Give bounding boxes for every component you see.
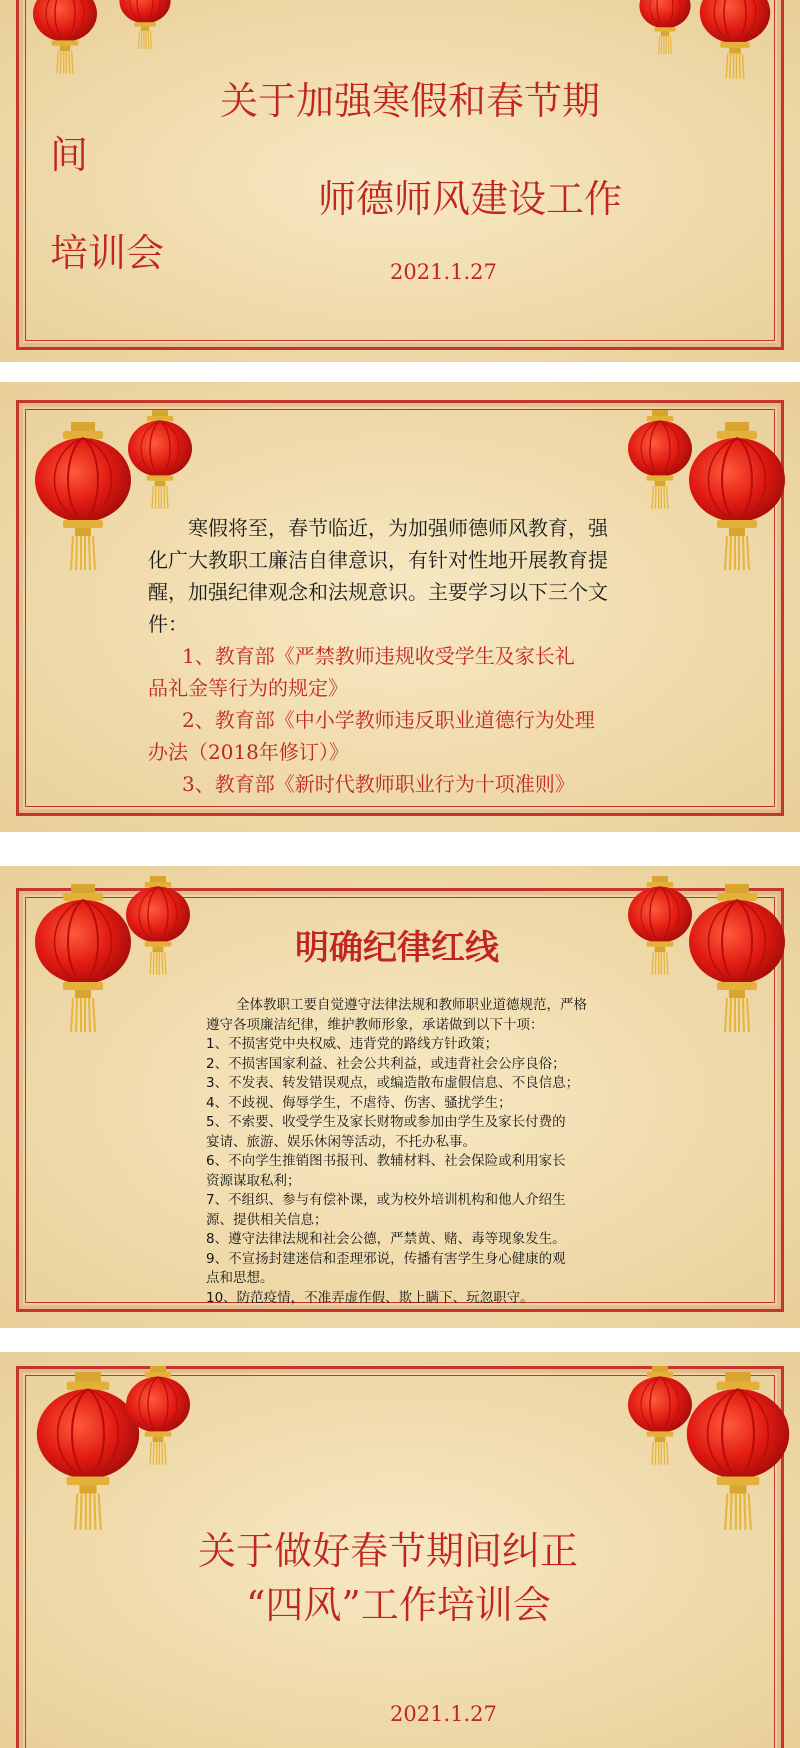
rule-line: 全体教职工要自觉遵守法律法规和教师职业道德规范，严格	[236, 997, 587, 1013]
document-item: 品礼金等行为的规定》	[148, 676, 348, 700]
intro-line: 件：	[148, 612, 188, 636]
rule-line: 3、不发表、转发错误观点，或编造散布虚假信息、不良信息；	[206, 1075, 580, 1091]
document-item: 1、教育部《严禁教师违规收受学生及家长礼	[182, 644, 575, 668]
slide-title-line: 关于加强寒假和春节期	[220, 79, 601, 123]
slide-title-line: 关于做好春节期间纠正	[198, 1529, 579, 1573]
lantern-icon	[672, 884, 800, 1034]
slide-date: 2021.1.27	[390, 260, 497, 284]
slide-title: 明确纪律红线	[295, 928, 499, 968]
lantern-icon	[668, 1372, 800, 1532]
intro-line: 化广大教职工廉洁自律意识，有针对性地开展教育提	[148, 548, 608, 572]
intro-line: 醒，加强纪律观念和法规意识。主要学习以下三个文	[148, 580, 608, 604]
slide-1	[0, 0, 800, 362]
rule-line: 遵守各项廉洁纪律，维护教师形象，承诺做到以下十项：	[206, 1016, 544, 1033]
rule-line: 8、遵守法律法规和社会公德，严禁黄、赌、毒等现象发生。	[206, 1231, 566, 1247]
rules-list	[206, 996, 646, 1308]
lantern-icon	[120, 410, 200, 510]
slide-title-line: 培训会	[50, 231, 165, 275]
document-item: 3、教育部《新时代教师职业行为十项准则》	[182, 772, 575, 796]
rule-line: 4、不歧视、侮辱学生，不虐待、伤害、骚扰学生；	[206, 1094, 512, 1111]
rule-line: 2、不损害国家利益、社会公共利益，或违背社会公序良俗；	[206, 1055, 566, 1072]
document-item: 办法（2018年修订）》	[148, 740, 349, 764]
document-item: 2、教育部《中小学教师违反职业道德行为处理	[182, 708, 595, 732]
lantern-icon	[660, 0, 800, 80]
rule-line: 6、不向学生推销图书报刊、教辅材料、社会保险或利用家长	[206, 1153, 566, 1169]
lantern-icon	[118, 1366, 198, 1466]
slide-title-line: 师德师风建设工作	[318, 177, 623, 221]
slide-3	[0, 866, 800, 1328]
intro-paragraph	[148, 512, 708, 800]
intro-line: 寒假将至，春节临近，为加强师德师风教育，强	[188, 516, 608, 540]
slide-title-line: 间	[50, 133, 89, 177]
rule-line: 7、不组织、参与有偿补课，或为校外培训机构和他人介绍生	[206, 1192, 566, 1208]
rule-line: 9、不宣扬封建迷信和歪理邪说，传播有害学生身心健康的观	[206, 1250, 566, 1267]
rule-line: 5、不索要、收受学生及家长财物或参加由学生及家长付费的	[206, 1114, 566, 1130]
rule-line: 点和思想。	[206, 1270, 274, 1286]
lantern-icon	[100, 0, 190, 50]
rule-line: 宴请、旅游、娱乐休闲等活动，不托办私事。	[206, 1133, 476, 1150]
slide-2	[0, 382, 800, 832]
rule-line: 10、防范疫情，不准弄虚作假、欺上瞒下、玩忽职守。	[206, 1289, 534, 1306]
rule-line: 资源谋取私利；	[206, 1172, 301, 1189]
rule-line: 1、不损害党中央权威、违背党的路线方针政策；	[206, 1036, 499, 1052]
rule-line: 源、提供相关信息；	[206, 1211, 328, 1228]
lantern-icon	[118, 876, 198, 976]
slide-title-line: “四风”工作培训会	[246, 1583, 551, 1627]
slide-4	[0, 1352, 800, 1748]
slide-date: 2021.1.27	[390, 1702, 497, 1726]
